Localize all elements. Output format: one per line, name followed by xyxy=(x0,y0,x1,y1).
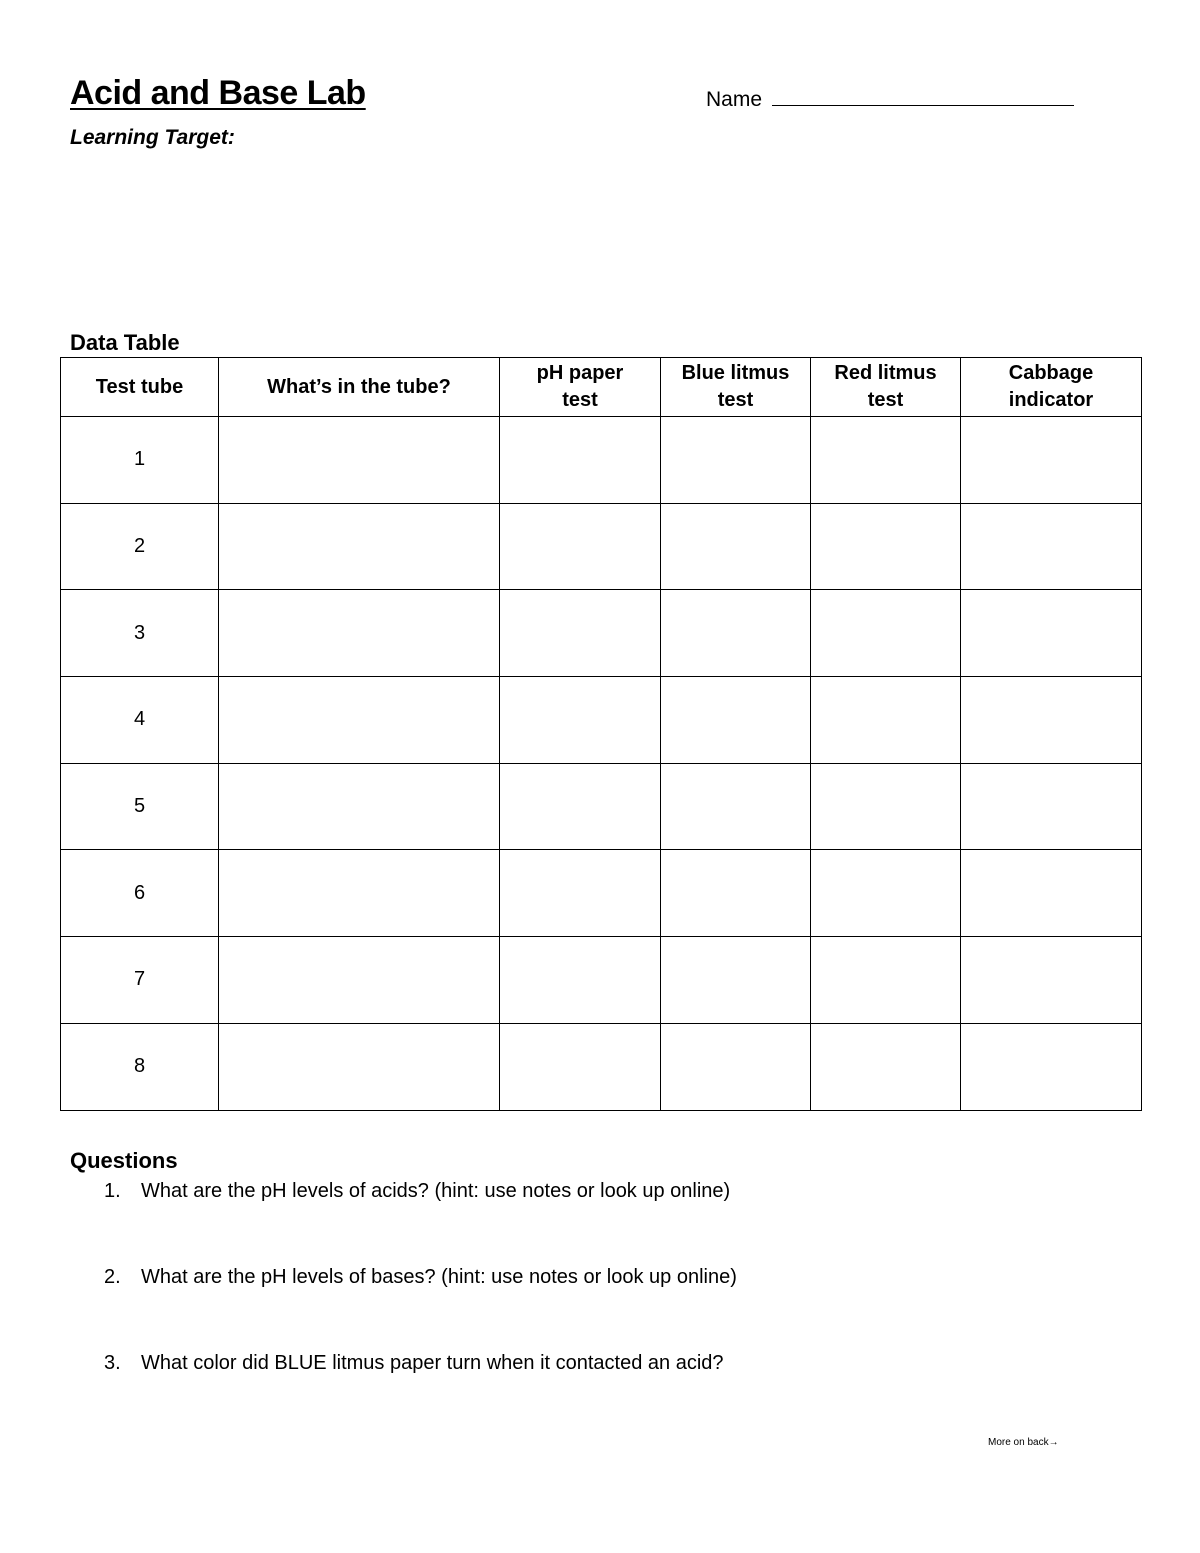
table-cell[interactable] xyxy=(961,937,1142,1024)
table-cell[interactable] xyxy=(500,677,661,764)
test-tube-number: 5 xyxy=(61,763,219,850)
table-cell[interactable] xyxy=(811,417,961,504)
table-cell[interactable] xyxy=(811,763,961,850)
table-cell[interactable] xyxy=(661,850,811,937)
table-cell[interactable] xyxy=(961,677,1142,764)
learning-target-label: Learning Target: xyxy=(70,126,235,149)
table-row xyxy=(61,590,1142,677)
table-row xyxy=(61,850,1142,937)
table-row xyxy=(61,503,1142,590)
column-header-red-litmus: Red litmus test xyxy=(811,358,961,417)
table-row xyxy=(61,937,1142,1024)
question-number: 1. xyxy=(104,1180,121,1202)
table-cell[interactable] xyxy=(219,677,500,764)
column-header-test-tube: Test tube xyxy=(61,358,219,417)
table-cell[interactable] xyxy=(500,850,661,937)
table-cell[interactable] xyxy=(811,850,961,937)
name-field xyxy=(706,88,1074,112)
question-number: 3. xyxy=(104,1352,121,1374)
table-cell[interactable] xyxy=(811,590,961,677)
data-table xyxy=(60,357,1142,1111)
table-cell[interactable] xyxy=(500,503,661,590)
table-cell[interactable] xyxy=(961,1023,1142,1110)
table-cell[interactable] xyxy=(661,1023,811,1110)
test-tube-number: 2 xyxy=(61,503,219,590)
test-tube-number: 4 xyxy=(61,677,219,764)
question-text: What are the pH levels of bases? (hint: use notes or look up online) xyxy=(141,1266,737,1288)
table-cell[interactable] xyxy=(961,850,1142,937)
table-cell[interactable] xyxy=(961,503,1142,590)
data-table-heading: Data Table xyxy=(70,330,180,355)
table-cell[interactable] xyxy=(219,763,500,850)
column-header-blue-litmus: Blue litmus test xyxy=(661,358,811,417)
table-cell[interactable] xyxy=(500,763,661,850)
question-number: 2. xyxy=(104,1266,121,1288)
table-cell[interactable] xyxy=(500,937,661,1024)
column-header-ph-paper: pH paper test xyxy=(500,358,661,417)
name-label: Name xyxy=(706,88,763,111)
column-header-cabbage: Cabbage indicator xyxy=(961,358,1142,417)
question-text: What color did BLUE litmus paper turn when it contacted an acid? xyxy=(141,1352,724,1374)
table-cell[interactable] xyxy=(661,590,811,677)
table-cell[interactable] xyxy=(811,937,961,1024)
table-cell[interactable] xyxy=(661,677,811,764)
test-tube-number: 1 xyxy=(61,417,219,504)
table-row xyxy=(61,677,1142,764)
test-tube-number: 7 xyxy=(61,937,219,1024)
table-cell[interactable] xyxy=(219,590,500,677)
table-cell[interactable] xyxy=(219,417,500,504)
column-header-contents: What’s in the tube? xyxy=(219,358,500,417)
table-cell[interactable] xyxy=(661,417,811,504)
table-cell[interactable] xyxy=(500,1023,661,1110)
table-header-row xyxy=(61,358,1142,417)
test-tube-number: 3 xyxy=(61,590,219,677)
table-cell[interactable] xyxy=(661,937,811,1024)
table-cell[interactable] xyxy=(500,417,661,504)
name-blank-line xyxy=(772,91,1074,106)
table-cell[interactable] xyxy=(219,850,500,937)
page-title: Acid and Base Lab xyxy=(70,74,366,112)
question-item xyxy=(104,1266,737,1289)
table-cell[interactable] xyxy=(811,503,961,590)
table-cell[interactable] xyxy=(961,590,1142,677)
table-cell[interactable] xyxy=(811,677,961,764)
table-cell[interactable] xyxy=(219,937,500,1024)
question-item xyxy=(104,1180,730,1203)
table-cell[interactable] xyxy=(500,590,661,677)
table-cell[interactable] xyxy=(811,1023,961,1110)
test-tube-number: 6 xyxy=(61,850,219,937)
question-item xyxy=(104,1352,724,1375)
table-cell[interactable] xyxy=(961,417,1142,504)
test-tube-number: 8 xyxy=(61,1023,219,1110)
table-row xyxy=(61,1023,1142,1110)
table-cell[interactable] xyxy=(961,763,1142,850)
questions-heading: Questions xyxy=(70,1148,178,1173)
table-row xyxy=(61,763,1142,850)
question-text: What are the pH levels of acids? (hint: use notes or look up online) xyxy=(141,1180,731,1202)
table-cell[interactable] xyxy=(661,763,811,850)
table-cell[interactable] xyxy=(661,503,811,590)
table-cell[interactable] xyxy=(219,503,500,590)
table-row xyxy=(61,417,1142,504)
more-on-back-note: More on back→ xyxy=(988,1437,1059,1448)
table-cell[interactable] xyxy=(219,1023,500,1110)
